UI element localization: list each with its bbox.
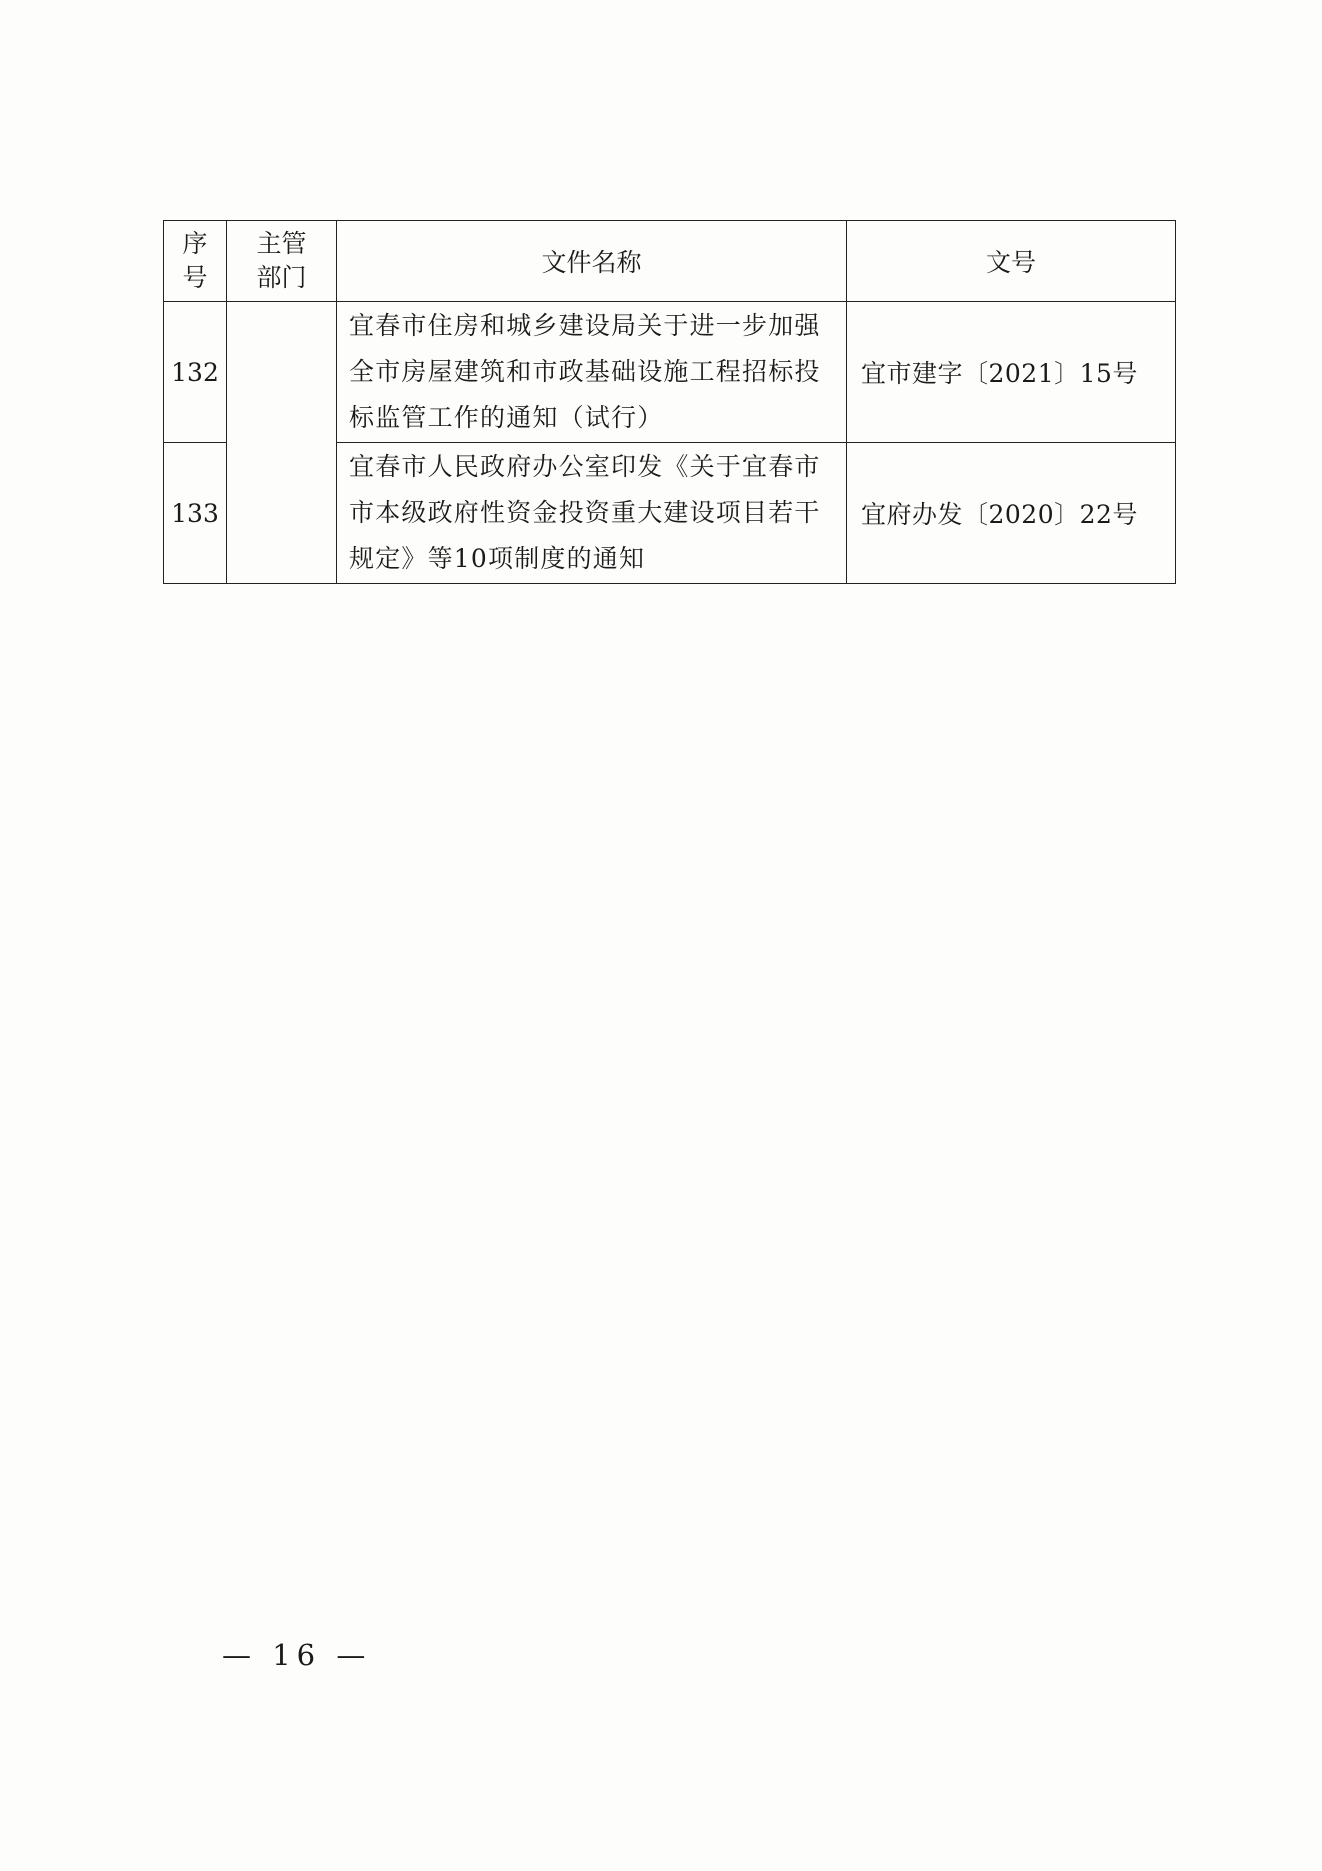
row-doc-no: 宜府办发〔2020〕22号 — [847, 443, 1176, 584]
row-title: 宜春市住房和城乡建设局关于进一步加强全市房屋建筑和市政基础设施工程招标投标监管工作的通知（试行） — [337, 302, 847, 443]
header-dept-line1: 主管 — [256, 229, 307, 258]
row-dept — [227, 302, 337, 584]
header-seq — [164, 221, 227, 302]
row-title: 宜春市人民政府办公室印发《关于宜春市市本级政府性资金投资重大建设项目若干规定》等10项制度的通知 — [337, 443, 847, 584]
header-seq-line1: 序 — [182, 229, 208, 258]
page-number: — 16 — — [222, 1638, 372, 1672]
row-seq: 133 — [164, 443, 227, 584]
header-title: 文件名称 — [337, 221, 847, 302]
header-seq-line2: 号 — [182, 263, 208, 292]
header-dept-line2: 部门 — [256, 263, 307, 292]
row-seq: 132 — [164, 302, 227, 443]
header-doc-no: 文号 — [847, 221, 1176, 302]
header-dept — [227, 221, 337, 302]
table-row — [164, 302, 1176, 443]
document-table — [163, 220, 1176, 584]
row-doc-no: 宜市建字〔2021〕15号 — [847, 302, 1176, 443]
table-header-row — [164, 221, 1176, 302]
